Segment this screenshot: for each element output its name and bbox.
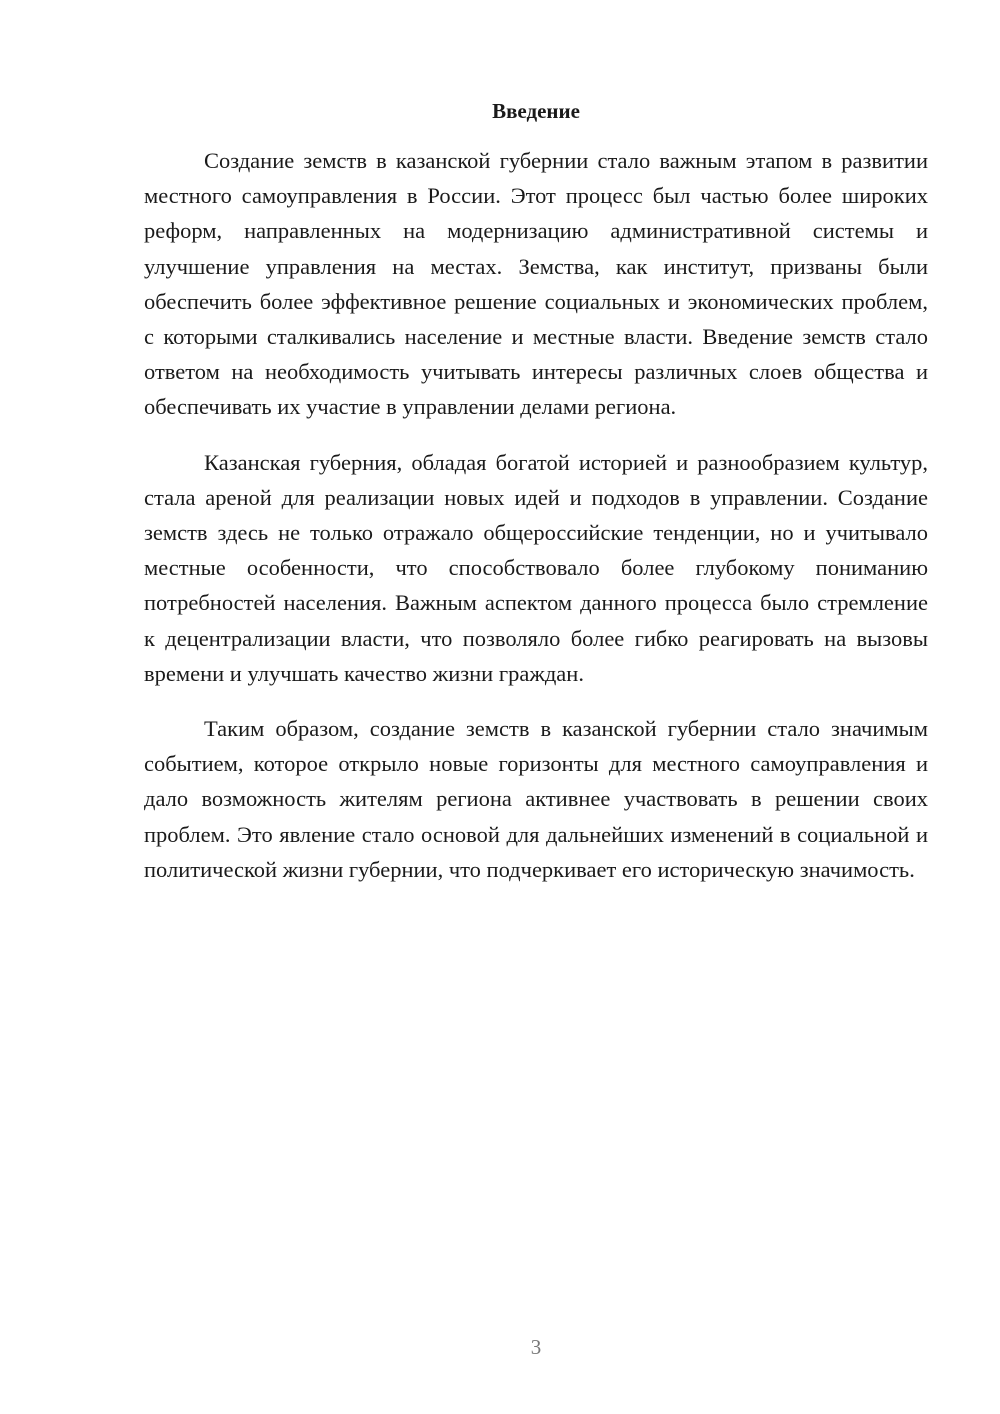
page-title: Введение (492, 99, 580, 123)
paragraph-2: Казанская губерния, обладая богатой историей и разнообразием культур, стала ареной для реализации новых идей и подходов в управлении. Создание земств здесь не только отражало общероссийские тенденции, но и учитывало местные особенности, что способствовало более глубокому пониманию потребностей населения. Важным аспектом данного процесса было стремление к децентрализации власти, что позволяло более гибко реагировать на вызовы времени и улучшать качество жизни граждан. (144, 449, 928, 686)
paragraph-3: Таким образом, создание земств в казанской губернии стало значимым событием, которое открыло новые горизонты для местного самоуправления и дало возможность жителям региона активнее участвовать в решении своих проблем. Это явление стало основой для дальнейших изменений в социальной и политической жизни губернии, что подчеркивает его историческую значимость. (144, 716, 928, 882)
page-number: 3 (530, 1335, 542, 1359)
paragraph-1: Создание земств в казанской губернии стало важным этапом в развитии местного самоуправления в России. Этот процесс был частью более широких реформ, направленных на модернизацию административной системы и улучшение управления на местах. Земства, как институт, призваны были обеспечить более эффективное решение социальных и экономических проблем, с которыми сталкивались население и местные власти. Введение земств стало ответом на необходимость учитывать интересы различных слоев общества и обеспечивать их участие в управлении делами региона. (144, 148, 928, 420)
document-body (144, 143, 928, 907)
